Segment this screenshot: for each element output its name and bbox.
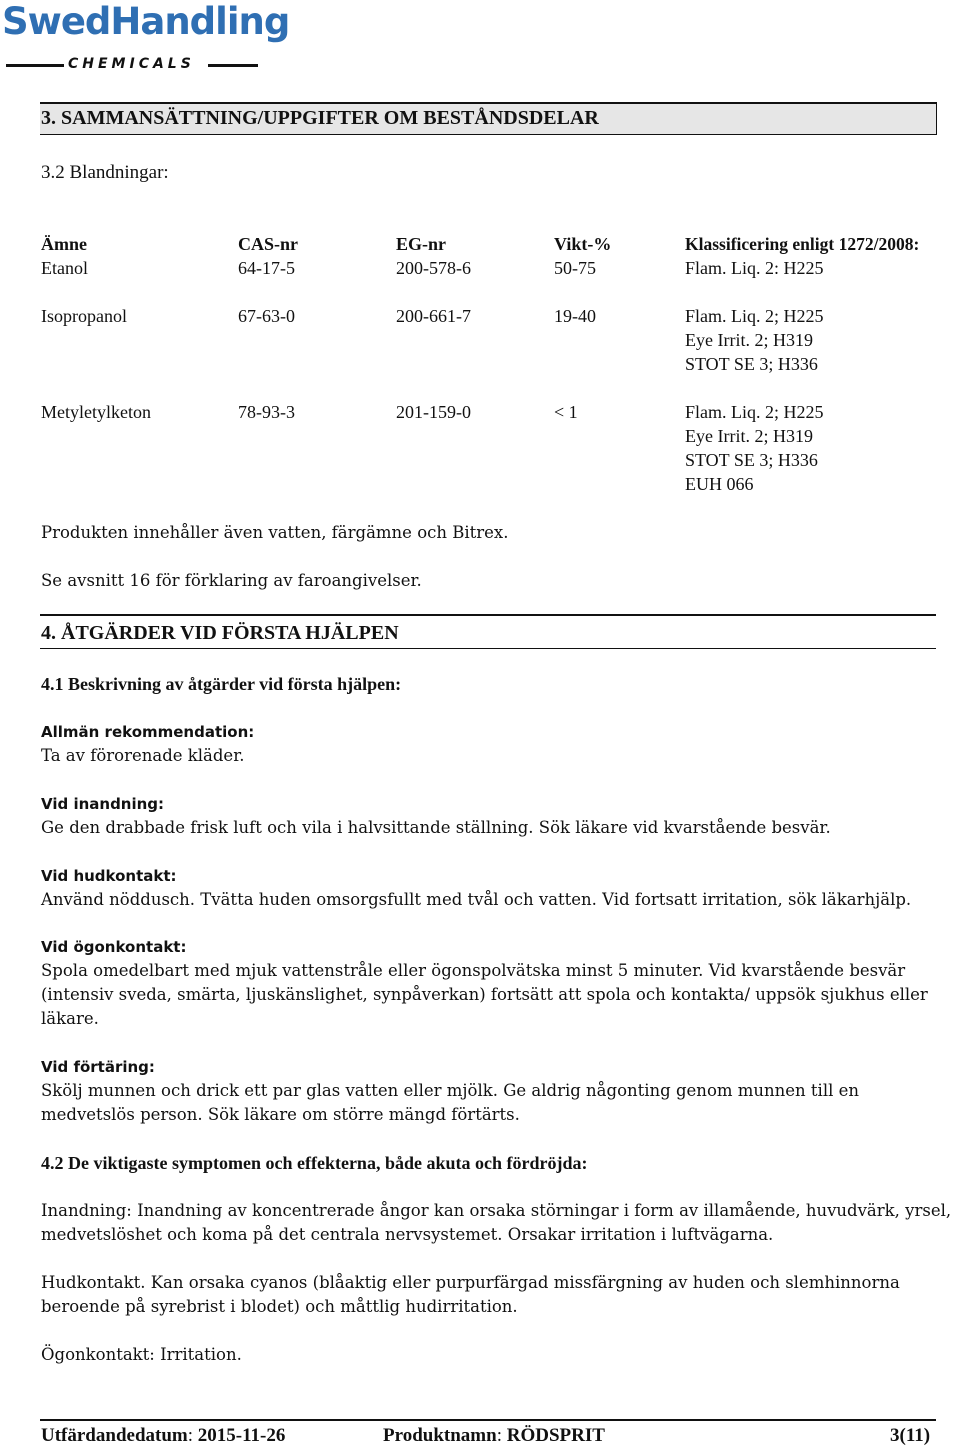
footer-divider: [40, 1419, 936, 1421]
page-number: 3(11): [890, 1425, 931, 1446]
section-3-header: [40, 102, 937, 135]
col-header-substance: Ämne: [41, 234, 87, 254]
cell-classification: STOT SE 3; H336: [685, 450, 818, 470]
ingestion-label: Vid förtäring:: [41, 1058, 155, 1076]
cell-classification: STOT SE 3; H336: [685, 354, 818, 374]
eye-contact-label: Vid ögonkontakt:: [41, 938, 187, 956]
symptom-inhalation-text: Inandning: Inandning av koncentrerade ångor kan orsaka störningar i form av illamående, huvudvärk, yrsel,: [41, 1201, 952, 1220]
composition-note: Produkten innehåller även vatten, färgämne och Bitrex.: [41, 523, 509, 542]
ingestion-text: medvetslös person. Sök läkare om större mängd förtärts.: [41, 1105, 520, 1124]
hazard-reference-note: Se avsnitt 16 för förklaring av faroangivelser.: [41, 571, 422, 590]
cell-substance: Isopropanol: [41, 306, 127, 326]
inhalation-label: Vid inandning:: [41, 795, 165, 813]
section-3-2-heading: 3.2 Blandningar:: [41, 162, 169, 183]
ingestion-text: Skölj munnen och drick ett par glas vatten eller mjölk. Ge aldrig någonting genom munnen till en: [41, 1081, 860, 1100]
product-name-value: RÖDSPRIT: [506, 1425, 605, 1446]
general-advice-label: Allmän rekommendation:: [41, 723, 255, 741]
logo-subtitle: CHEMICALS: [68, 56, 195, 72]
cell-cas: 78-93-3: [238, 402, 295, 422]
cell-classification: EUH 066: [685, 474, 754, 494]
product-name-label: Produktnamn: [383, 1425, 497, 1446]
section-4-1-heading: 4.1 Beskrivning av åtgärder vid första hjälpen:: [41, 674, 402, 694]
section-4-title: 4. ÅTGÄRDER VID FÖRSTA HJÄLPEN: [41, 622, 399, 644]
eye-contact-text: läkare.: [41, 1009, 99, 1028]
symptom-inhalation-text: medvetslöshet och koma på det centrala nervsystemet. Orsakar irritation i luftvägarna.: [41, 1225, 774, 1244]
section-3-title: 3. SAMMANSÄTTNING/UPPGIFTER OM BESTÅNDSDELAR: [41, 107, 599, 129]
symptom-eye-text: Ögonkontakt: Irritation.: [41, 1345, 242, 1364]
inhalation-text: Ge den drabbade frisk luft och vila i halvsittande ställning. Sök läkare vid kvarstående besvär.: [41, 818, 831, 837]
section-4-header: [40, 614, 936, 649]
cell-substance: Metyletylketon: [41, 402, 151, 422]
cell-substance: Etanol: [41, 258, 88, 278]
logo-rule-right: [208, 64, 258, 67]
cell-eg: 201-159-0: [396, 402, 471, 422]
cell-weight: < 1: [554, 402, 578, 422]
logo-rule-left: [6, 64, 64, 67]
cell-eg: 200-578-6: [396, 258, 471, 278]
footer-product-name: Produktnamn: RÖDSPRIT: [383, 1425, 605, 1446]
cell-cas: 64-17-5: [238, 258, 295, 278]
cell-classification: Eye Irrit. 2; H319: [685, 426, 813, 446]
issue-date-label: Utfärdandedatum: [41, 1425, 188, 1446]
symptom-skin-text: Hudkontakt. Kan orsaka cyanos (blåaktig eller purpurfärgad missfärgning av huden och slemhinnorna: [41, 1273, 900, 1292]
cell-classification: Flam. Liq. 2: H225: [685, 258, 824, 278]
eye-contact-text: (intensiv sveda, smärta, ljuskänslighet, synpåverkan) fortsätt att spola och kontakta/ uppsök sjukhus eller: [41, 985, 928, 1004]
issue-date-value: 2015-11-26: [197, 1425, 286, 1446]
skin-contact-text: Använd nöddusch. Tvätta huden omsorgsfullt med tvål och vatten. Vid fortsatt irritation, sök läkarhjälp.: [41, 890, 912, 909]
skin-contact-label: Vid hudkontakt:: [41, 867, 177, 885]
col-header-eg: EG-nr: [396, 234, 447, 254]
eye-contact-text: Spola omedelbart med mjuk vattenstråle eller ögonspolvätska minst 5 minuter. Vid kvarstående besvär: [41, 961, 906, 980]
col-header-weight: Vikt-%: [554, 234, 612, 254]
col-header-classification: Klassificering enligt 1272/2008:: [685, 234, 920, 254]
cell-classification: Flam. Liq. 2; H225: [685, 402, 824, 422]
col-header-cas: CAS-nr: [238, 234, 299, 254]
cell-eg: 200-661-7: [396, 306, 471, 326]
cell-classification: Flam. Liq. 2; H225: [685, 306, 824, 326]
general-advice-text: Ta av förorenade kläder.: [41, 746, 245, 765]
cell-cas: 67-63-0: [238, 306, 295, 326]
section-4-2-heading: 4.2 De viktigaste symptomen och effekterna, både akuta och fördröjda:: [41, 1153, 588, 1173]
footer-issue-date: Utfärdandedatum: 2015-11-26: [41, 1425, 286, 1446]
cell-weight: 19-40: [554, 306, 596, 326]
company-logo: [2, 0, 290, 74]
cell-classification: Eye Irrit. 2; H319: [685, 330, 813, 350]
cell-weight: 50-75: [554, 258, 596, 278]
logo-wordmark: SwedHandling: [2, 0, 290, 43]
symptom-skin-text: beroende på syrebrist i blodet) och måttlig hudirritation.: [41, 1297, 518, 1316]
